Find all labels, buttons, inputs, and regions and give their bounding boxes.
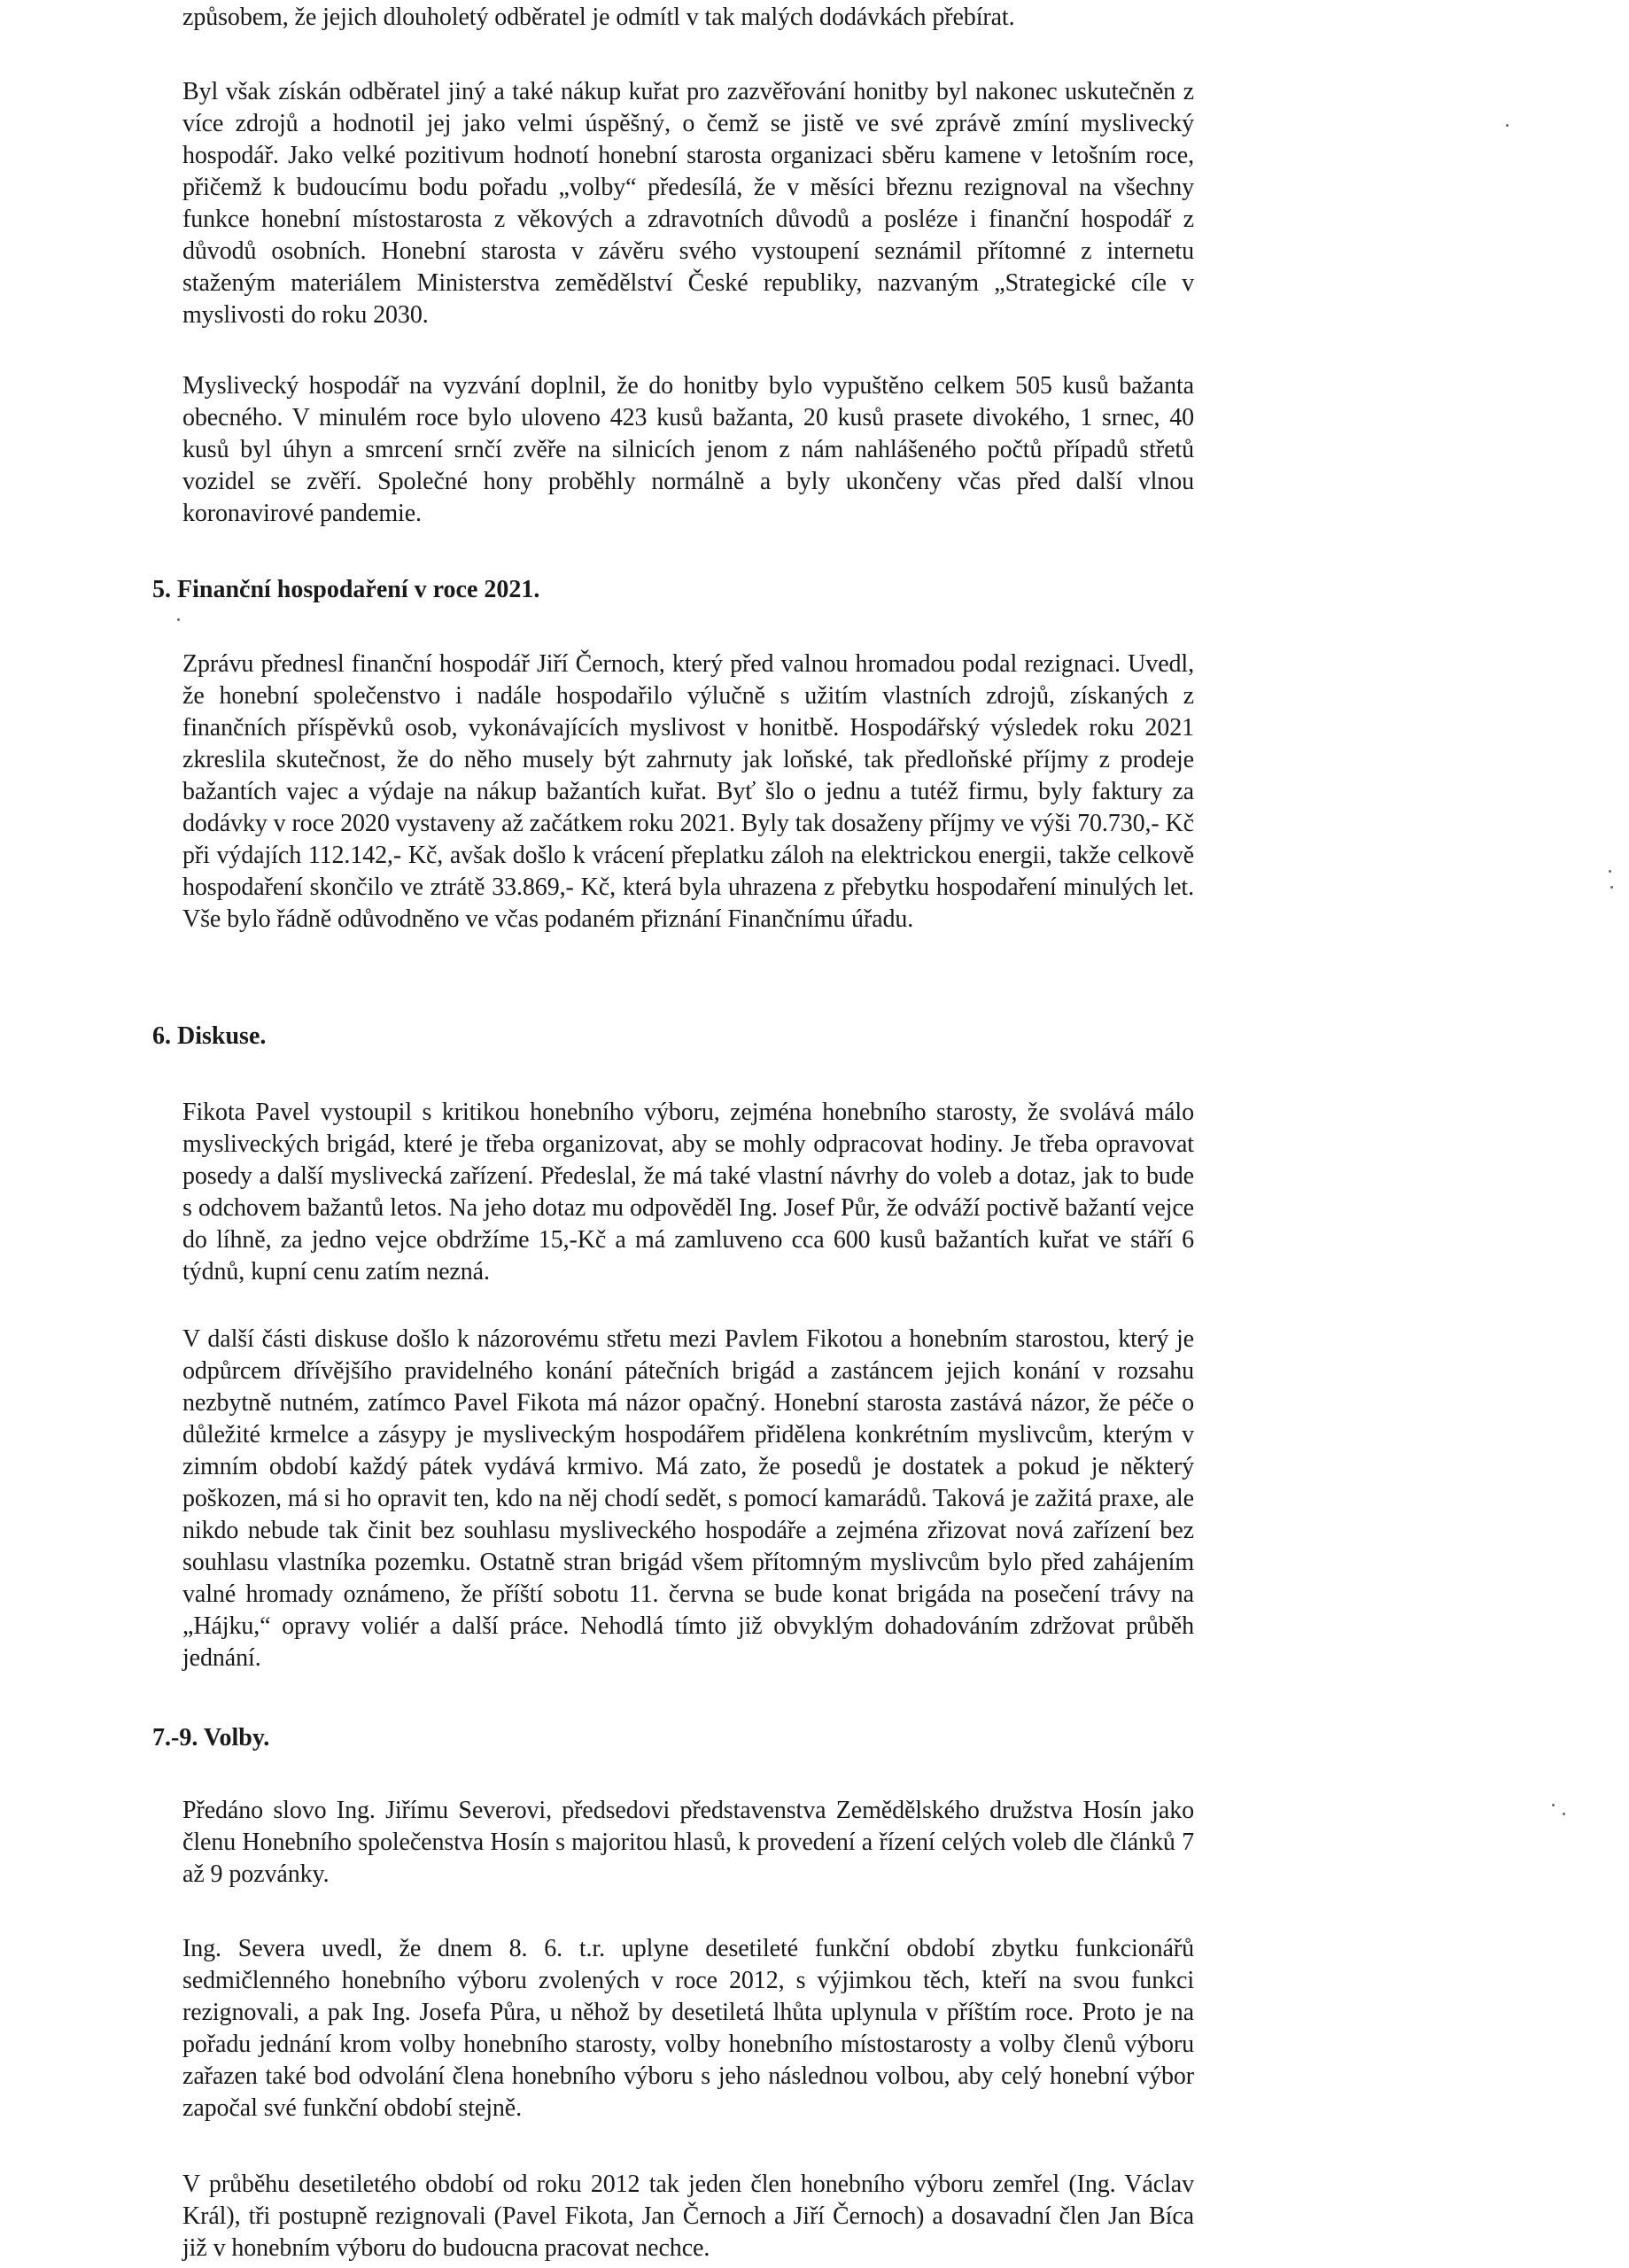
paragraph-predano-slovo: Předáno slovo Ing. Jiřímu Severovi, předsedovi představenstva Zemědělského družstva Hosín jako členu Honebního společenstva Hosín s majoritou hlasů, k provedení a řízení celých voleb dle článků 7 až 9 pozvánky. [182, 1797, 1194, 1888]
section-heading-finance: 5. Finanční hospodaření v roce 2021. [152, 576, 540, 603]
paragraph-continuation: způsobem, že jejich dlouholetý odběratel je odmítl v tak malých dodávkách přebírat. [182, 4, 1015, 31]
paragraph-severa: Ing. Severa uvedl, že dnem 8. 6. t.r. uplyne desetileté funkční období zbytku funkcionářů sedmičlenného honebního výboru zvolených v roce 2012, s výjimkou těch, kteří na svou funkci rezignovali, a pak Ing. Josefa Půra, u něhož by desetiletá lhůta uplynula v příštím roce. Proto je na pořadu jednání krom volby honebního starosty, volby honebního místostarosty a volby členů výboru zařazen také bod odvolání člena honebního výboru s jeho následnou volbou, aby celý honební výbor započal své funkční období stejně. [182, 1935, 1194, 2122]
paragraph-odberatel: Byl však získán odběratel jiný a také nákup kuřat pro zazvěřování honitby byl nakonec uskutečněn z více zdrojů a hodnotil jej jako velmi úspěšný, o čemž se jistě ve své zprávě zmíní myslivecký hospodář. Jako velké pozitivum hodnotí honební starosta organizaci sběru kamene v letošním roce, přičemž k budoucímu bodu pořadu „volby“ předesílá, že v měsíci březnu rezignoval na všechny funkce honební místostarosta z věkových a zdravotních důvodů a posléze i finanční hospodář z důvodů osobních. Honební starosta v závěru svého vystoupení seznámil přítomné z internetu staženým materiálem Ministerstva zemědělství České republiky, nazvaným „Strategické cíle v myslivosti do roku 2030. [182, 78, 1194, 329]
scan-speck [1506, 124, 1509, 127]
paragraph-finance-report: Zprávu přednesl finanční hospodář Jiří Černoch, který před valnou hromadou podal rezignaci. Uvedl, že honební společenstvo i nadále hospodařilo výlučně s užitím vlastních zdrojů, získaných z finančních příspěvků osob, vykonávajících myslivost v honitbě. Hospodářský výsledek roku 2021 zkreslila skutečnost, že do něho musely být zahrnuty jak loňské, tak předloňské příjmy z prodeje bažantích vajec a výdaje na nákup bažantích kuřat. Byť šlo o jednu a tutéž firmu, byly faktury za dodávky v roce 2020 vystaveny až začátkem roku 2021. Byly tak dosaženy příjmy ve výši 70.730,- Kč při výdajích 112.142,- Kč, avšak došlo k vrácení přeplatku záloh na elektrickou energii, takže celkově hospodaření skončilo ve ztrátě 33.869,- Kč, která byla uhrazena z přebytku hospodaření minulých let. Vše bylo řádně odůvodněno ve včas podaném přiznání Finančnímu úřadu. [182, 650, 1194, 933]
section-heading-diskuse: 6. Diskuse. [152, 1022, 267, 1050]
paragraph-fikota: Fikota Pavel vystoupil s kritikou honebního výboru, zejména honebního starosty, že svolává málo mysliveckých brigád, které je třeba organizovat, aby se mohly odpracovat hodiny. Je třeba opravovat posedy a další myslivecká zařízení. Předeslal, že má také vlastní návrhy do voleb a dotaz, jak to bude s odchovem bažantů letos. Na jeho dotaz mu odpověděl Ing. Josef Půr, že odváží poctivě bažantí vejce do líhně, za jedno vejce obdržíme 15,-Kč a má zamluveno cca 600 kusů bažantích kuřat ve stáří 6 týdnů, kupní cenu zatím nezná. [182, 1099, 1194, 1285]
scan-speck [177, 618, 180, 621]
paragraph-obdobi: V průběhu desetiletého období od roku 2012 tak jeden člen honebního výboru zemřel (Ing. Václav Král), tři postupně rezignovali (Pavel Fikota, Jan Černoch a Jiří Černoch) a dosavadní člen Jan Bíca již v honebním výboru do budoucna pracovat nechce. [182, 2171, 1194, 2262]
paragraph-stret: V další části diskuse došlo k názorovému střetu mezi Pavlem Fikotou a honebním starostou, který je odpůrcem dřívějšího pravidelného konání pátečních brigád a zastáncem jejich konání v rozsahu nezbytně nutném, zatímco Pavel Fikota má názor opačný. Honební starosta zastává názor, že péče o důležité krmelce a zásypy je mysliveckým hospodářem přidělena konkrétním myslivcům, kterým v zimním období každý pátek vydává krmivo. Má zato, že posedů je dostatek a pokud je některý poškozen, má si ho opravit ten, kdo na něj chodí sedět, s pomocí kamarádů. Taková je zažitá praxe, ale nikdo nebude tak činit bez souhlasu mysliveckého hospodáře a zejména zřizovat nová zařízení bez souhlasu vlastníka pozemku. Ostatně stran brigád všem přítomným myslivcům bylo před zahájením valné hromady oznámeno, že příští sobotu 11. června se bude konat brigáda na posečení trávy na „Hájku,“ opravy voliér a další práce. Nehodlá tímto již obvyklým dohadováním zdržovat průběh jednání. [182, 1325, 1194, 1672]
scan-speck [1563, 1813, 1565, 1815]
scan-speck [1609, 870, 1611, 873]
section-heading-volby: 7.-9. Volby. [152, 1724, 270, 1751]
scan-speck [1610, 886, 1613, 889]
scan-speck [1552, 1804, 1555, 1806]
paragraph-myslivecky-hospodar: Myslivecký hospodář na vyzvání doplnil, že do honitby bylo vypuštěno celkem 505 kusů bažanta obecného. V minulém roce bylo uloveno 423 kusů bažanta, 20 kusů prasete divokého, 1 srnec, 40 kusů byl úhyn a smrcení srnčí zvěře na silnicích jenom z nám nahlášeného počtů případů střetů vozidel se zvěří. Společné hony proběhly normálně a byly ukončeny včas před další vlnou koronavirové pandemie. [182, 372, 1194, 527]
